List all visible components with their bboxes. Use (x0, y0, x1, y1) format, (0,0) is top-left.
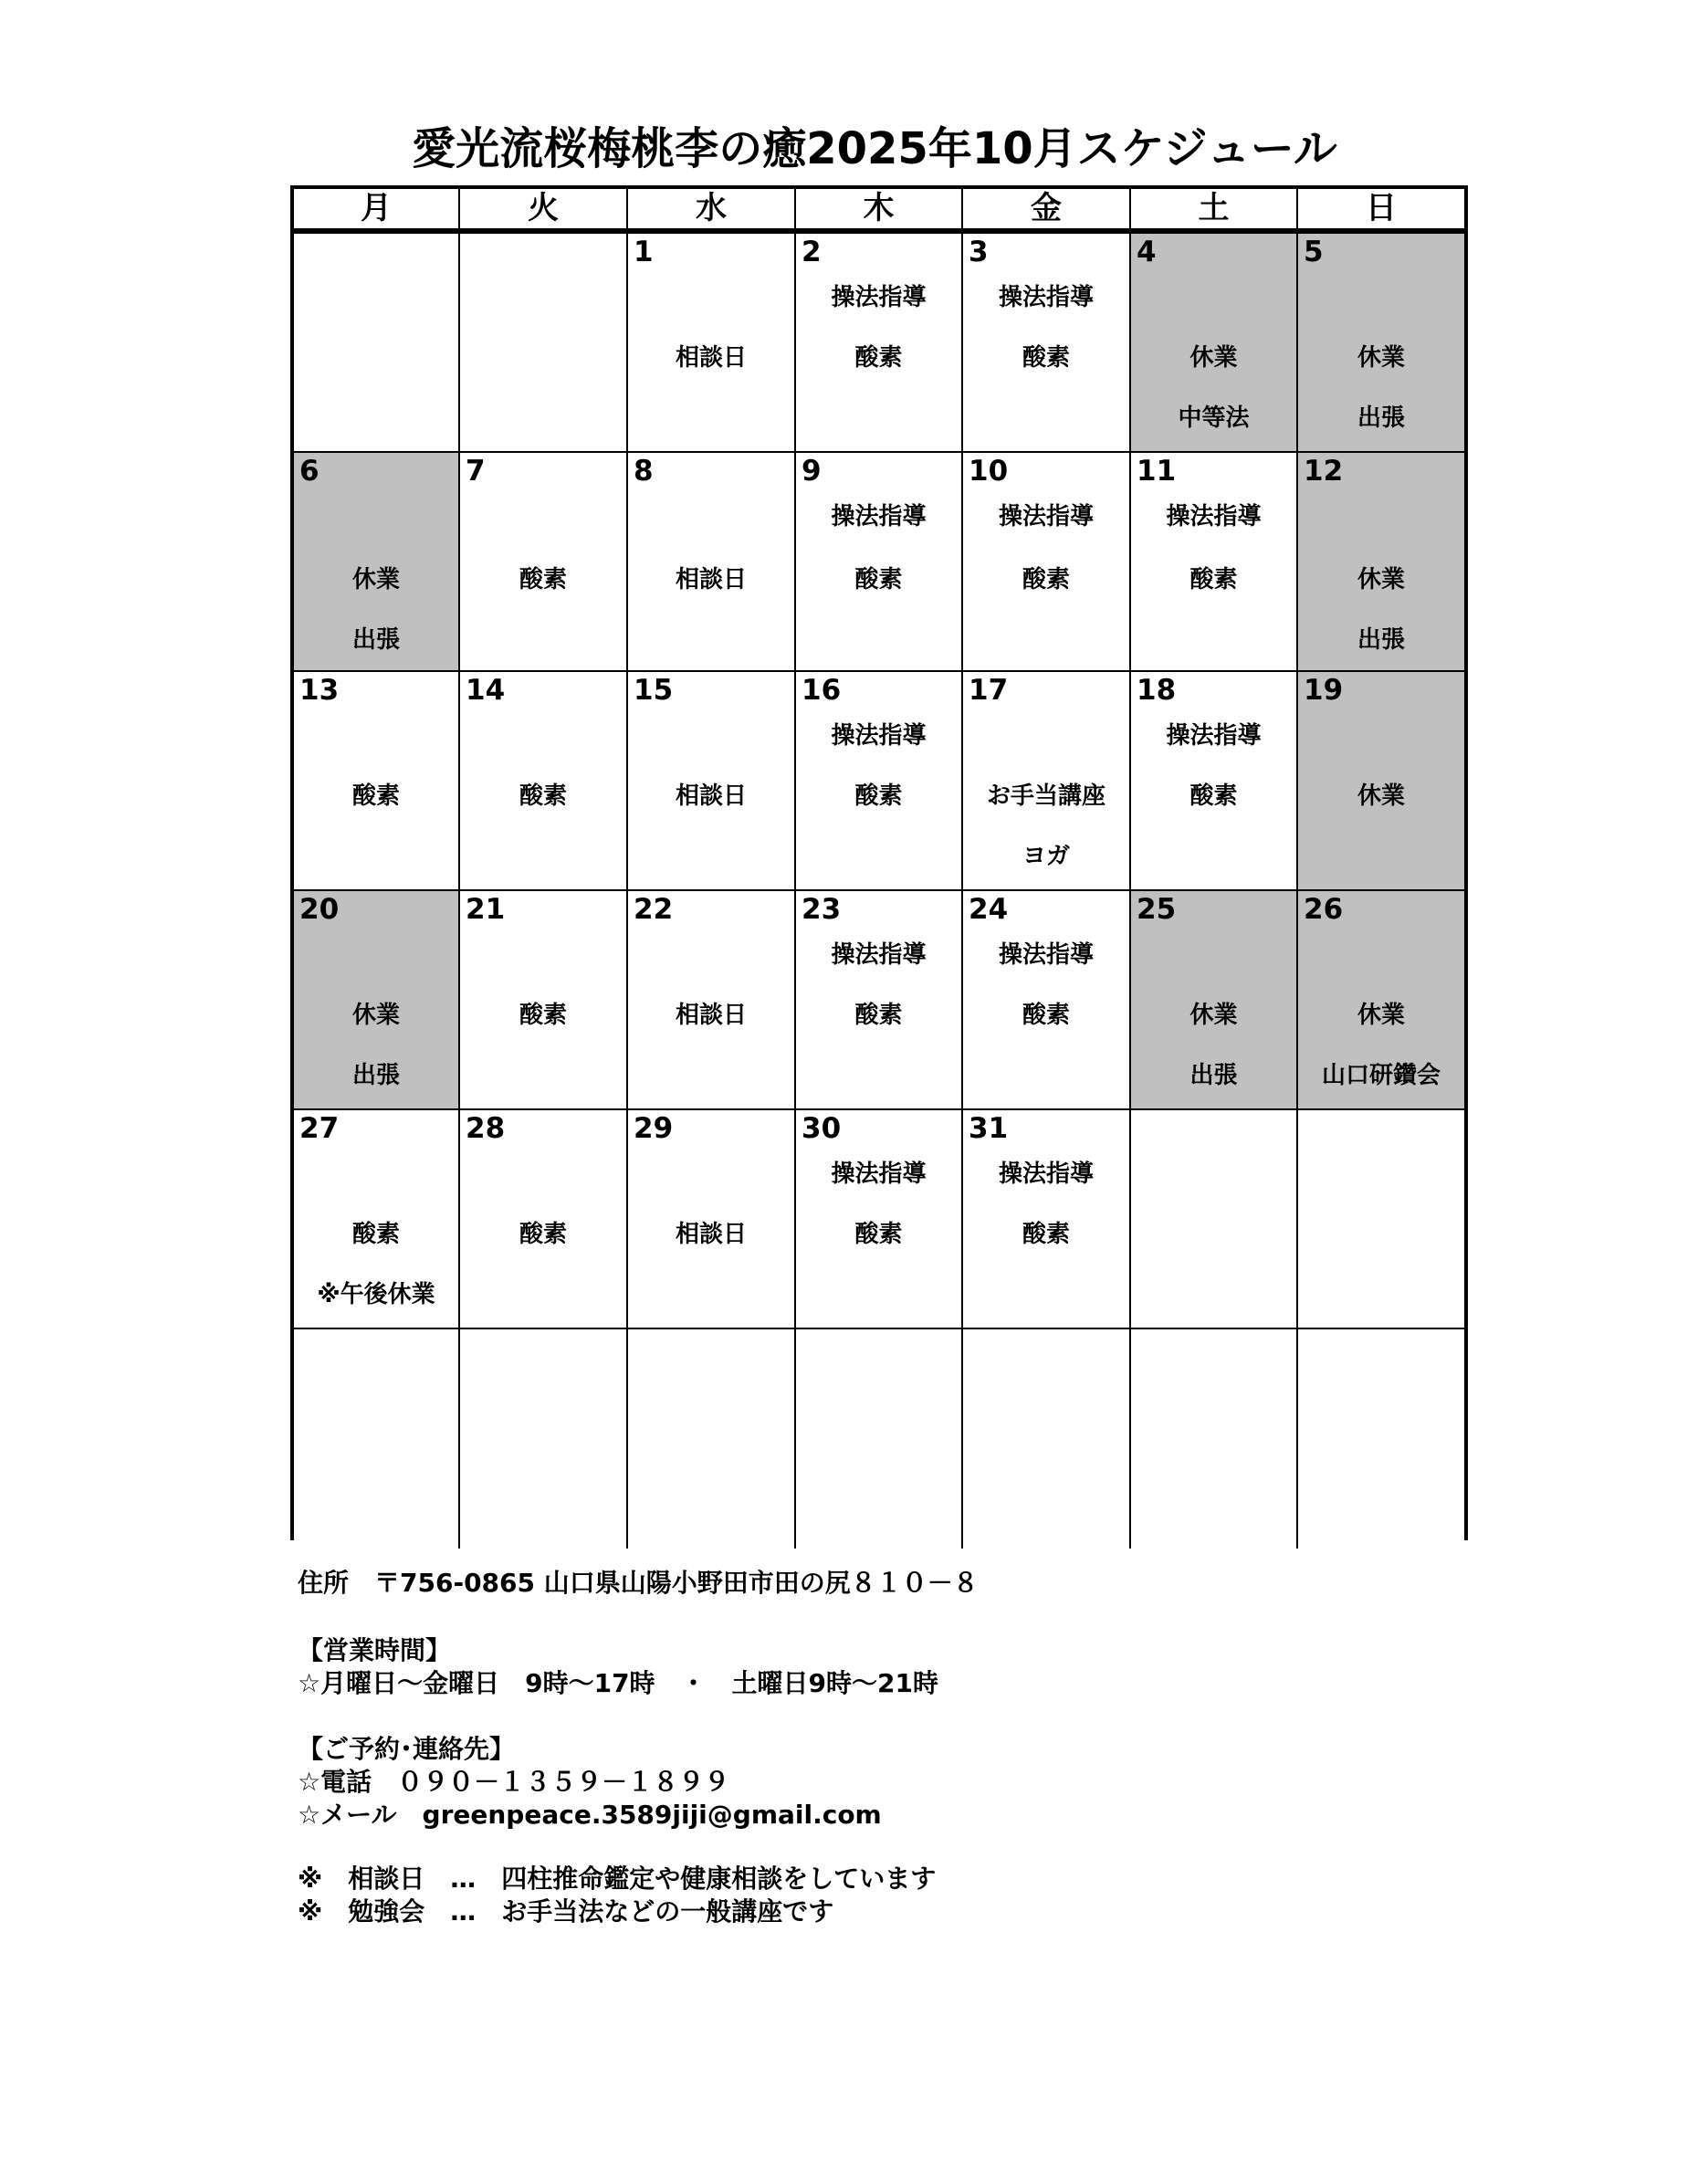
email-text: ☆メール greenpeace.3589jiji@gmail.com (298, 1800, 882, 1830)
day-number: 1 (634, 236, 654, 268)
day-number: 21 (466, 893, 506, 926)
day-number: 20 (299, 893, 340, 926)
day-entry: 出張 (1357, 404, 1405, 432)
day-number: 18 (1137, 674, 1177, 707)
day-cell (1298, 1110, 1464, 1329)
weekday-1: 火 (460, 189, 628, 228)
day-cell (460, 672, 628, 891)
day-cell (963, 453, 1131, 672)
weekday-3: 木 (796, 189, 963, 228)
day-number: 14 (466, 674, 506, 707)
weekday-6: 日 (1366, 190, 1397, 226)
weekday-header (294, 189, 1464, 234)
day-number: 4 (1137, 236, 1157, 268)
day-number: 22 (634, 893, 674, 926)
day-number: 6 (299, 455, 320, 488)
day-entry: 操法指導 (998, 941, 1094, 969)
day-number: 25 (1137, 893, 1177, 926)
day-number: 10 (969, 455, 1009, 488)
day-number: 19 (1304, 674, 1344, 707)
day-entry: 酸素 (351, 782, 400, 810)
day-cell (294, 672, 460, 891)
day-cell (628, 453, 796, 672)
day-cell (294, 1329, 460, 1549)
day-number: 9 (802, 455, 822, 488)
day-cell (628, 1329, 796, 1549)
day-entry: 操法指導 (831, 284, 927, 311)
day-cell (294, 1110, 460, 1329)
day-entry: 操法指導 (1166, 503, 1262, 530)
day-number: 27 (299, 1112, 340, 1145)
day-entry: 休業 (1357, 566, 1405, 593)
day-entry: 酸素 (854, 1221, 903, 1248)
day-cell (460, 1110, 628, 1329)
calendar-week (294, 672, 1464, 891)
day-entry: 酸素 (519, 782, 567, 810)
day-cell (1298, 1329, 1464, 1549)
day-cell (294, 453, 460, 672)
day-number: 26 (1304, 893, 1344, 926)
day-cell (796, 672, 963, 891)
day-entry: 休業 (1189, 344, 1238, 372)
day-entry: 酸素 (519, 1221, 567, 1248)
calendar-week (294, 891, 1464, 1110)
day-entry: 休業 (351, 566, 400, 593)
day-number: 5 (1304, 236, 1324, 268)
day-entry: 休業 (1357, 344, 1405, 372)
day-entry: 酸素 (854, 566, 903, 593)
weekday-2: 水 (628, 189, 796, 228)
day-cell (460, 453, 628, 672)
contact-heading: 【ご予約･連絡先】 (298, 1734, 516, 1764)
day-entry: 休業 (351, 1002, 400, 1029)
day-number: 24 (969, 893, 1009, 926)
day-entry: 操法指導 (998, 1160, 1094, 1188)
day-entry: 酸素 (519, 1002, 567, 1029)
day-entry: お手当講座 (986, 782, 1105, 810)
day-number: 31 (969, 1112, 1009, 1145)
day-entry: 酸素 (1189, 566, 1238, 593)
day-number: 12 (1304, 455, 1344, 488)
day-cell (1298, 891, 1464, 1110)
day-cell (796, 1329, 963, 1549)
day-entry: 出張 (1189, 1062, 1238, 1089)
day-entry: 酸素 (519, 566, 567, 593)
day-cell (963, 891, 1131, 1110)
phone-text: ☆電話 ０９０－１３５９－１８９９ (298, 1767, 730, 1797)
note-consultation: ※ 相談日 … 四柱推命鑑定や健康相談をしています (298, 1864, 937, 1894)
day-entry: 山口研鑽会 (1321, 1062, 1441, 1089)
day-entry: 出張 (1357, 626, 1405, 654)
calendar-week (294, 1329, 1464, 1549)
day-number: 17 (969, 674, 1009, 707)
day-entry: 酸素 (854, 344, 903, 372)
day-entry: 相談日 (675, 782, 747, 810)
day-cell (294, 234, 460, 453)
day-number: 3 (969, 236, 989, 268)
day-entry: 休業 (1357, 782, 1405, 810)
day-entry: 酸素 (351, 1221, 400, 1248)
day-cell (628, 234, 796, 453)
day-entry: 酸素 (1022, 344, 1070, 372)
day-cell (796, 453, 963, 672)
weekday-4: 金 (963, 189, 1131, 228)
day-entry: 酸素 (1022, 566, 1070, 593)
day-entry: 操法指導 (1166, 722, 1262, 750)
day-cell (963, 1110, 1131, 1329)
day-entry: 操法指導 (831, 941, 927, 969)
day-entry: 酸素 (854, 1002, 903, 1029)
calendar-week (294, 453, 1464, 672)
weekday-0: 月 (294, 189, 460, 228)
day-entry: 酸素 (1022, 1002, 1070, 1029)
day-cell (628, 672, 796, 891)
calendar-week (294, 234, 1464, 453)
day-cell (963, 1329, 1131, 1549)
day-entry: 相談日 (675, 344, 747, 372)
day-cell (1131, 453, 1298, 672)
calendar-grid (290, 185, 1468, 1540)
day-cell (1131, 672, 1298, 891)
day-cell (963, 234, 1131, 453)
hours-text: ☆月曜日～金曜日 9時～17時 ・ 土曜日9時～21時 (298, 1668, 938, 1698)
day-cell (1131, 1329, 1298, 1549)
day-number: 28 (466, 1112, 506, 1145)
day-number: 23 (802, 893, 842, 926)
day-number: 7 (466, 455, 486, 488)
day-cell (1131, 1110, 1298, 1329)
day-entry: 酸素 (1189, 782, 1238, 810)
page-title: 愛光流桜梅桃李の癒2025年10月スケジュール (412, 123, 1337, 174)
day-entry: ※午後休業 (317, 1281, 435, 1308)
day-cell (1298, 672, 1464, 891)
day-entry: 操法指導 (998, 503, 1094, 530)
day-entry: 出張 (351, 626, 400, 654)
day-entry: 操法指導 (998, 284, 1094, 311)
day-cell (1131, 891, 1298, 1110)
day-entry: 操法指導 (831, 503, 927, 530)
note-study: ※ 勉強会 … お手当法などの一般講座です (298, 1896, 834, 1927)
day-entry: 相談日 (675, 566, 747, 593)
day-cell (796, 234, 963, 453)
day-entry: 休業 (1189, 1002, 1238, 1029)
calendar-week (294, 1110, 1464, 1329)
day-entry: ヨガ (1022, 843, 1070, 870)
day-cell (796, 891, 963, 1110)
day-number: 16 (802, 674, 842, 707)
address-text: 住所 〒756-0865 山口県山陽小野田市田の尻８１０－８ (298, 1568, 979, 1598)
day-entry: 相談日 (675, 1002, 747, 1029)
day-number: 29 (634, 1112, 674, 1145)
day-entry: 操法指導 (831, 1160, 927, 1188)
day-cell (628, 891, 796, 1110)
day-number: 13 (299, 674, 340, 707)
day-cell (294, 891, 460, 1110)
day-cell (460, 891, 628, 1110)
day-number: 30 (802, 1112, 842, 1145)
day-entry: 出張 (351, 1062, 400, 1089)
day-entry: 酸素 (854, 782, 903, 810)
weekday-5: 土 (1131, 189, 1298, 228)
day-number: 8 (634, 455, 654, 488)
day-cell (1131, 234, 1298, 453)
day-cell (1298, 234, 1464, 453)
day-cell (460, 1329, 628, 1549)
day-entry: 酸素 (1022, 1221, 1070, 1248)
day-cell (796, 1110, 963, 1329)
day-cell (963, 672, 1131, 891)
day-entry: 休業 (1357, 1002, 1405, 1029)
day-number: 11 (1137, 455, 1177, 488)
day-cell (1298, 453, 1464, 672)
day-cell (460, 234, 628, 453)
day-entry: 操法指導 (831, 722, 927, 750)
day-cell (628, 1110, 796, 1329)
day-entry: 中等法 (1178, 404, 1250, 432)
day-entry: 相談日 (675, 1221, 747, 1248)
day-number: 15 (634, 674, 674, 707)
day-number: 2 (802, 236, 822, 268)
hours-heading: 【営業時間】 (298, 1635, 452, 1665)
